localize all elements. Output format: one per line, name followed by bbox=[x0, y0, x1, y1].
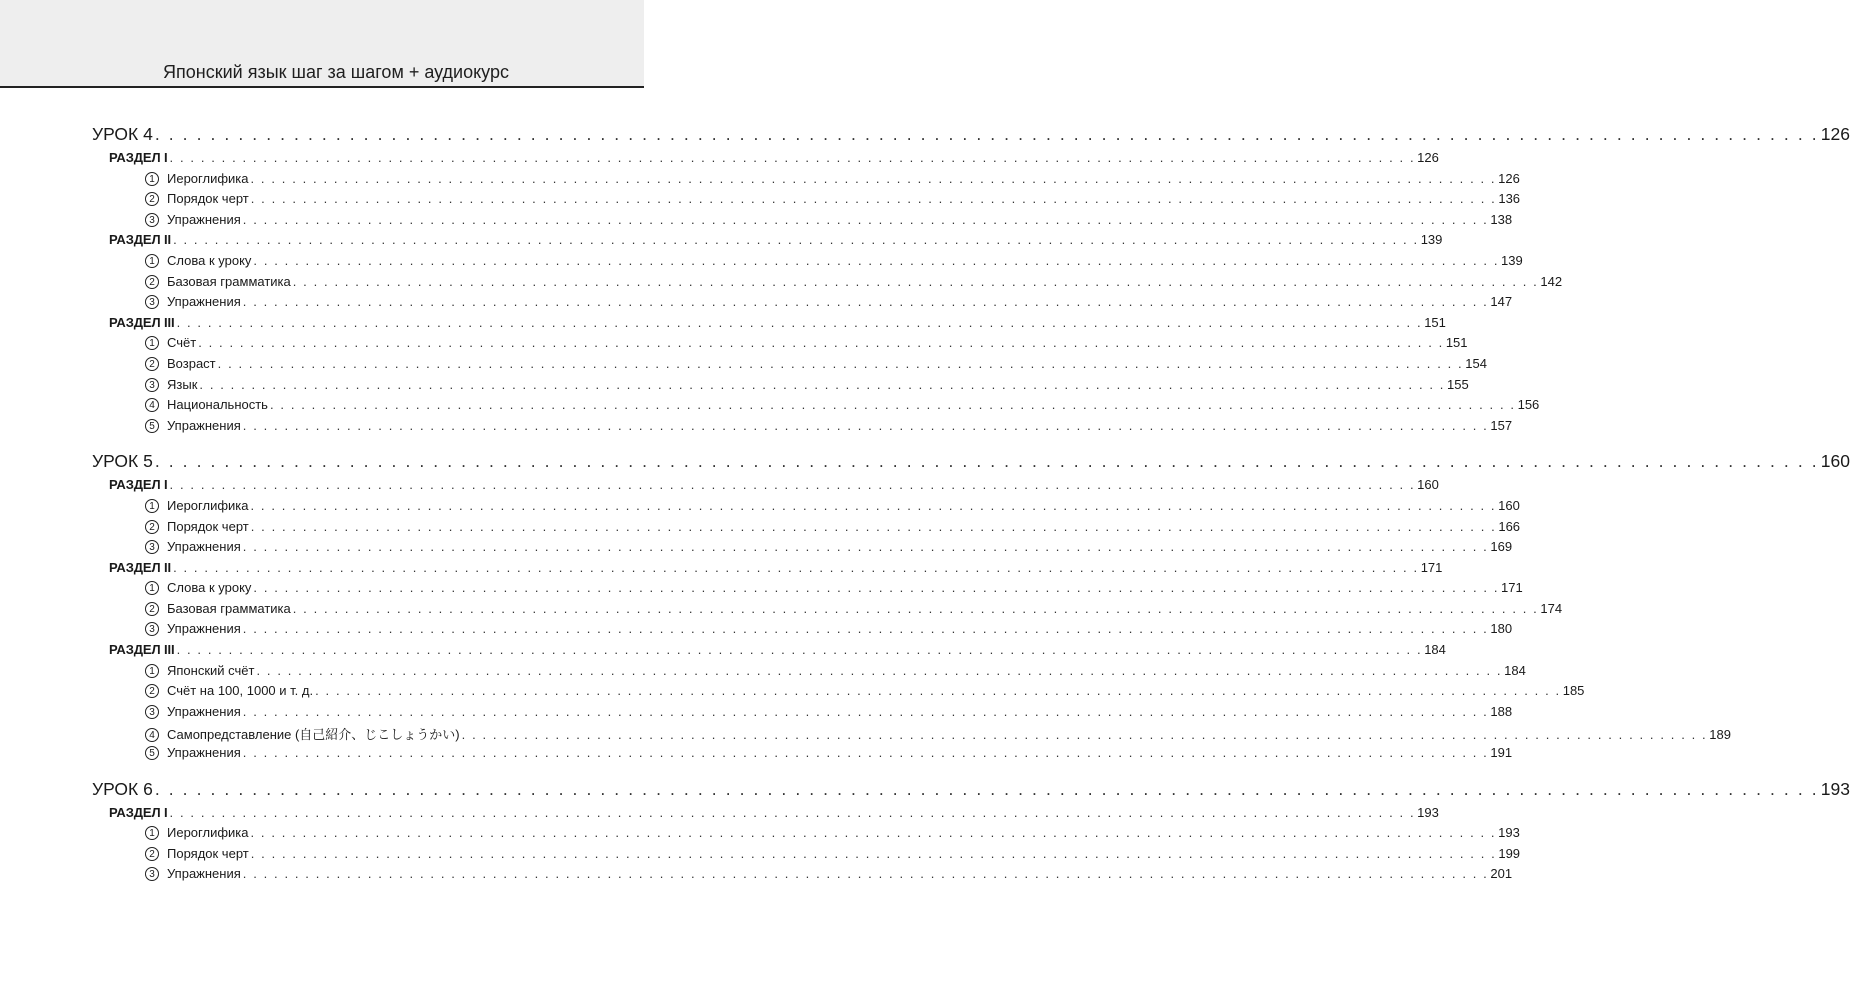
dot-leader: . . . . . . . . . . . . . . . . . . . . . . . . . . . . . . . . . . . . . . . . . . . . . . . . . . . . . . . . . . . . . . . . . . . . . . . . . . . . . . . . . . . . . . . . . . . . . . . . . . . . . . . . . . . . . . . . . . . . . . . . bbox=[176, 314, 1423, 330]
section-entry[interactable] bbox=[92, 150, 1439, 171]
item-number-badge: 2 bbox=[145, 520, 159, 534]
item-label: Слова к уроку bbox=[167, 252, 252, 268]
item-entry[interactable] bbox=[92, 417, 1513, 439]
item-label: Самопредставление (自己紹介、じこしょうかい) bbox=[167, 727, 460, 743]
item-indent bbox=[92, 825, 249, 840]
item-title bbox=[145, 745, 241, 760]
item-entry[interactable] bbox=[92, 745, 1513, 766]
section-title: РАЗДЕЛ I bbox=[109, 150, 168, 165]
item-entry[interactable] bbox=[92, 170, 1520, 192]
item-indent bbox=[92, 745, 241, 760]
item-page-number: 157 bbox=[1490, 417, 1513, 433]
dot-leader: . . . . . . . . . . . . . . . . . . . . . . . . . . . . . . . . . . . . . . . . . . . . . . . . . . . . . . . . . . . . . . . . . . . . . . . . . . . . . . . . . . . . . . . . . . . . . . . . . . . . . . . . . . . . . . . . . . . . . . . . bbox=[242, 866, 1489, 882]
page-header bbox=[0, 0, 644, 88]
section-title: РАЗДЕЛ II bbox=[109, 559, 172, 575]
section-page-number: 193 bbox=[1417, 804, 1439, 820]
item-page-number: 174 bbox=[1540, 600, 1563, 616]
item-number-badge: 3 bbox=[145, 378, 159, 392]
item-entry[interactable] bbox=[92, 600, 1563, 622]
item-title bbox=[145, 335, 196, 350]
dot-leader: . . . . . . . . . . . . . . . . . . . . . . . . . . . . . . . . . . . . . . . . . . . . . . . . . . . . . . . . . . . . . . . . . . . . . . . . . . . . . . . . . . . . . . . . . . . . . . . . . . . . . . . . . . . . . . . . . . . . . . . . bbox=[250, 170, 1497, 186]
item-indent bbox=[92, 171, 249, 186]
item-label: Упражнения bbox=[167, 417, 241, 433]
item-page-number: 142 bbox=[1540, 273, 1563, 289]
item-number-badge: 2 bbox=[145, 192, 159, 206]
item-page-number: 171 bbox=[1501, 580, 1523, 596]
item-label: Порядок черт bbox=[167, 191, 249, 207]
dot-leader: . . . . . . . . . . . . . . . . . . . . . . . . . . . . . . . . . . . . . . . . . . . . . . . . . . . . . . . . . . . . . . . . . . . . . . . . . . . . . . . . . . . . . . . . . . . . . . . . . . . . . . . . . . . . . . . . . . . . . . . . bbox=[250, 497, 1497, 513]
item-number-badge: 3 bbox=[145, 622, 159, 636]
item-indent bbox=[92, 866, 241, 881]
item-label: Иероглифика bbox=[167, 170, 249, 186]
lesson-title: УРОК 5 bbox=[92, 451, 153, 472]
item-title bbox=[145, 846, 249, 861]
section-indent bbox=[92, 232, 171, 247]
dot-leader: . . . . . . . . . . . . . . . . . . . . . . . . . . . . . . . . . . . . . . . . . . . . . . . . . . . . . . . . . . . . . . . . . . . . . . . . . . . . . . . . . . . . . . . . . . . . . . . . . . . . . . . . . . . . . . . . . . . . . . . . bbox=[169, 804, 1416, 820]
section-title: РАЗДЕЛ I bbox=[109, 804, 168, 820]
section-title: РАЗДЕЛ I bbox=[109, 477, 168, 493]
dot-leader: . . . . . . . . . . . . . . . . . . . . . . . . . . . . . . . . . . . . . . . . . . . . . . . . . . . . . . . . . . . . . . . . . . . . . . . . . . . . . . . . . . . . . . . . . . . . . . . . . . . . . . . . . . . . . . . . . . . . . . . . bbox=[198, 335, 1444, 351]
item-title bbox=[145, 171, 249, 186]
dot-leader: . . . . . . . . . . . . . . . . . . . . . . . . . . . . . . . . . . . . . . . . . . . . . . . . . . . . . . . . . . . . . . . . . . . . . . . . . . . . . . . . . . . . . . . . . . . . . . . . . . . . . . . . . . . . . . . . . . . . . . . . bbox=[169, 150, 1416, 165]
dot-leader: . . . . . . . . . . . . . . . . . . . . . . . . . . . . . . . . . . . . . . . . . . . . . . . . . . . . . . . . . . . . . . . . . . . . . . . . . . . . . . . . . . . . . . . . . . . . . . . . . . . . . . . . . . . . . . . . . . . . . . . . bbox=[176, 642, 1423, 658]
item-indent bbox=[92, 683, 313, 698]
item-number-badge: 5 bbox=[145, 746, 159, 760]
item-title bbox=[145, 704, 241, 719]
dot-leader: . . . . . . . . . . . . . . . . . . . . . . . . . . . . . . . . . . . . . . . . . . . . . . . . . . . . . . . . . . . . . . . . . . . . . . . . . . . . . . . . . . . . . . . . . . . . . . . . . . . . . . . . . . . . . . . . . . . . . . . . bbox=[315, 683, 1561, 699]
lesson-page-number: 193 bbox=[1820, 778, 1850, 799]
lesson-entry[interactable] bbox=[92, 124, 1850, 150]
item-indent bbox=[92, 663, 254, 678]
section-indent bbox=[92, 150, 168, 165]
dot-leader: . . . . . . . . . . . . . . . . . . . . . . . . . . . . . . . . . . . . . . . . . . . . . . . . . . . . . . . . . . . . . . . . . . . . . . . . . . . . . . . . . . . . . . . . . . . . . . . . . . . . . . . . . . . . . . . . . . . . . . . . bbox=[173, 559, 1419, 575]
dot-leader: . . . . . . . . . . . . . . . . . . . . . . . . . . . . . . . . . . . . . . . . . . . . . . . . . . . . . . . . . . . . . . . . . . . . . . . . . . . . . . . . . . . . . . . . . . . . . . . . . . . . . . . . . . . . . . . . . . . . . . . . bbox=[253, 580, 1500, 596]
item-number-badge: 2 bbox=[145, 602, 159, 616]
item-page-number: 191 bbox=[1490, 745, 1513, 761]
dot-leader: . . . . . . . . . . . . . . . . . . . . . . . . . . . . . . . . . . . . . . . . . . . . . . . . . . . . . . . . . . . . . . . . . . . . . . . . . . . . . . . . . . . . . . . . . . . . . . . . . . . . . . . . . . . . . . . . . . . . . . . . bbox=[154, 451, 1819, 472]
item-page-number: 180 bbox=[1490, 621, 1513, 637]
item-number-badge: 4 bbox=[145, 398, 159, 412]
dot-leader: . . . . . . . . . . . . . . . . . . . . . . . . . . . . . . . . . . . . . . . . . . . . . . . . . . . . . . . . . . . . . . . . . . . . . . . . . . . . . . . . . . . . . . . . . . . . . . . . . . . . . . . . . . . . . . . . . . . . . . . . bbox=[253, 252, 1500, 268]
item-title bbox=[145, 621, 241, 636]
item-entry[interactable] bbox=[92, 252, 1523, 274]
item-entry[interactable] bbox=[92, 211, 1513, 233]
item-entry[interactable] bbox=[92, 825, 1520, 846]
section-entry[interactable] bbox=[92, 477, 1439, 498]
item-number-badge: 3 bbox=[145, 540, 159, 554]
item-indent bbox=[92, 253, 251, 268]
item-indent bbox=[92, 191, 249, 206]
dot-leader: . . . . . . . . . . . . . . . . . . . . . . . . . . . . . . . . . . . . . . . . . . . . . . . . . . . . . . . . . . . . . . . . . . . . . . . . . . . . . . . . . . . . . . . . . . . . . . . . . . . . . . . . . . . . . . . . . . . . . . . . bbox=[269, 397, 1516, 413]
lesson-block bbox=[92, 124, 1850, 438]
item-indent bbox=[92, 621, 241, 636]
item-indent bbox=[92, 724, 460, 743]
lesson-indent bbox=[92, 124, 153, 145]
item-label: Базовая грамматика bbox=[167, 600, 291, 616]
dot-leader: . . . . . . . . . . . . . . . . . . . . . . . . . . . . . . . . . . . . . . . . . . . . . . . . . . . . . . . . . . . . . . . . . . . . . . . . . . . . . . . . . . . . . . . . . . . . . . . . . . . . . . . . . . . . . . . . . . . . . . . . bbox=[461, 727, 1708, 743]
section-indent bbox=[92, 477, 168, 492]
item-number-badge: 5 bbox=[145, 419, 159, 433]
section-page-number: 151 bbox=[1424, 314, 1446, 330]
section-entry[interactable] bbox=[92, 314, 1446, 336]
item-indent bbox=[92, 377, 197, 392]
dot-leader: . . . . . . . . . . . . . . . . . . . . . . . . . . . . . . . . . . . . . . . . . . . . . . . . . . . . . . . . . . . . . . . . . . . . . . . . . . . . . . . . . . . . . . . . . . . . . . . . . . . . . . . . . . . . . . . . . . . . . . . . bbox=[250, 845, 1497, 861]
lesson-block bbox=[92, 451, 1850, 765]
item-label: Возраст bbox=[167, 355, 216, 371]
item-number-badge: 1 bbox=[145, 826, 159, 840]
dot-leader: . . . . . . . . . . . . . . . . . . . . . . . . . . . . . . . . . . . . . . . . . . . . . . . . . . . . . . . . . . . . . . . . . . . . . . . . . . . . . . . . . . . . . . . . . . . . . . . . . . . . . . . . . . . . . . . . . . . . . . . . bbox=[256, 662, 1503, 678]
lesson-indent bbox=[92, 451, 153, 472]
dot-leader: . . . . . . . . . . . . . . . . . . . . . . . . . . . . . . . . . . . . . . . . . . . . . . . . . . . . . . . . . . . . . . . . . . . . . . . . . . . . . . . . . . . . . . . . . . . . . . . . . . . . . . . . . . . . . . . . . . . . . . . . bbox=[250, 518, 1497, 534]
item-title bbox=[145, 274, 291, 289]
section-page-number: 139 bbox=[1420, 232, 1443, 248]
item-number-badge: 1 bbox=[145, 499, 159, 513]
item-number-badge: 3 bbox=[145, 705, 159, 719]
section-indent bbox=[92, 642, 175, 657]
item-entry[interactable] bbox=[92, 191, 1521, 212]
item-indent bbox=[92, 846, 249, 861]
item-title bbox=[145, 212, 241, 227]
item-label: Слова к уроку bbox=[167, 580, 252, 596]
item-entry[interactable] bbox=[92, 397, 1540, 418]
item-number-badge: 2 bbox=[145, 847, 159, 861]
item-number-badge: 4 bbox=[145, 728, 159, 742]
item-entry[interactable] bbox=[92, 518, 1521, 540]
item-page-number: 188 bbox=[1490, 703, 1513, 719]
section-entry[interactable] bbox=[92, 232, 1443, 253]
section-page-number: 184 bbox=[1424, 642, 1446, 658]
section-title: РАЗДЕЛ II bbox=[109, 232, 172, 248]
item-entry[interactable] bbox=[92, 845, 1521, 867]
item-number-badge: 2 bbox=[145, 357, 159, 371]
item-title bbox=[145, 727, 460, 742]
item-title bbox=[145, 356, 216, 371]
item-number-badge: 2 bbox=[145, 684, 159, 698]
item-number-badge: 1 bbox=[145, 254, 159, 268]
dot-leader: . . . . . . . . . . . . . . . . . . . . . . . . . . . . . . . . . . . . . . . . . . . . . . . . . . . . . . . . . . . . . . . . . . . . . . . . . . . . . . . . . . . . . . . . . . . . . . . . . . . . . . . . . . . . . . . . . . . . . . . . bbox=[173, 232, 1419, 248]
item-entry[interactable] bbox=[92, 683, 1585, 704]
lesson-page-number: 160 bbox=[1820, 451, 1850, 472]
item-title bbox=[145, 191, 249, 206]
item-label: Язык bbox=[167, 376, 198, 392]
section-indent bbox=[92, 560, 171, 575]
item-page-number: 184 bbox=[1504, 662, 1526, 678]
item-title bbox=[145, 377, 197, 392]
item-indent bbox=[92, 418, 241, 433]
lesson-title: УРОК 6 bbox=[92, 778, 153, 799]
section-entry[interactable] bbox=[92, 642, 1446, 663]
item-entry[interactable] bbox=[92, 497, 1520, 519]
lesson-entry[interactable] bbox=[92, 778, 1850, 805]
lesson-indent bbox=[92, 779, 153, 800]
item-label: Упражнения bbox=[167, 621, 241, 637]
item-page-number: 155 bbox=[1447, 376, 1469, 392]
table-of-contents bbox=[92, 124, 1850, 900]
item-entry[interactable] bbox=[92, 376, 1469, 398]
item-title bbox=[145, 253, 251, 268]
item-title bbox=[145, 601, 291, 616]
lesson-page-number: 126 bbox=[1820, 124, 1850, 144]
item-label: Упражнения bbox=[167, 703, 241, 719]
item-label: Национальность bbox=[167, 397, 268, 413]
item-title bbox=[145, 539, 241, 554]
item-label: Порядок черт bbox=[167, 518, 249, 534]
dot-leader: . . . . . . . . . . . . . . . . . . . . . . . . . . . . . . . . . . . . . . . . . . . . . . . . . . . . . . . . . . . . . . . . . . . . . . . . . . . . . . . . . . . . . . . . . . . . . . . . . . . . . . . . . . . . . . . . . . . . . . . . bbox=[242, 745, 1489, 761]
item-title bbox=[145, 825, 249, 840]
section-entry[interactable] bbox=[92, 804, 1439, 826]
dot-leader: . . . . . . . . . . . . . . . . . . . . . . . . . . . . . . . . . . . . . . . . . . . . . . . . . . . . . . . . . . . . . . . . . . . . . . . . . . . . . . . . . . . . . . . . . . . . . . . . . . . . . . . . . . . . . . . . . . . . . . . . bbox=[242, 211, 1489, 227]
item-title bbox=[145, 663, 254, 678]
item-label: Иероглифика bbox=[167, 497, 249, 513]
item-label: Иероглифика bbox=[167, 825, 249, 841]
section-title: РАЗДЕЛ III bbox=[109, 314, 175, 330]
dot-leader: . . . . . . . . . . . . . . . . . . . . . . . . . . . . . . . . . . . . . . . . . . . . . . . . . . . . . . . . . . . . . . . . . . . . . . . . . . . . . . . . . . . . . . . . . . . . . . . . . . . . . . . . . . . . . . . . . . . . . . . . bbox=[199, 376, 1446, 392]
lesson-title: УРОК 4 bbox=[92, 124, 153, 144]
item-label: Упражнения bbox=[167, 539, 241, 555]
item-page-number: 139 bbox=[1501, 252, 1523, 268]
item-page-number: 126 bbox=[1498, 170, 1520, 186]
section-page-number: 126 bbox=[1417, 150, 1439, 165]
section-indent bbox=[92, 315, 175, 330]
item-title bbox=[145, 866, 241, 881]
dot-leader: . . . . . . . . . . . . . . . . . . . . . . . . . . . . . . . . . . . . . . . . . . . . . . . . . . . . . . . . . . . . . . . . . . . . . . . . . . . . . . . . . . . . . . . . . . . . . . . . . . . . . . . . . . . . . . . . . . . . . . . . bbox=[154, 778, 1819, 799]
item-indent bbox=[92, 294, 241, 309]
item-indent bbox=[92, 498, 249, 513]
item-indent bbox=[92, 397, 268, 412]
item-label: Упражнения bbox=[167, 866, 241, 882]
item-page-number: 156 bbox=[1517, 397, 1540, 413]
item-indent bbox=[92, 580, 251, 595]
item-label: Счёт на 100, 1000 и т. д. bbox=[167, 683, 314, 699]
item-title bbox=[145, 397, 268, 412]
item-entry[interactable] bbox=[92, 662, 1526, 684]
dot-leader: . . . . . . . . . . . . . . . . . . . . . . . . . . . . . . . . . . . . . . . . . . . . . . . . . . . . . . . . . . . . . . . . . . . . . . . . . . . . . . . . . . . . . . . . . . . . . . . . . . . . . . . . . . . . . . . . . . . . . . . . bbox=[154, 124, 1819, 144]
item-number-badge: 3 bbox=[145, 213, 159, 227]
dot-leader: . . . . . . . . . . . . . . . . . . . . . . . . . . . . . . . . . . . . . . . . . . . . . . . . . . . . . . . . . . . . . . . . . . . . . . . . . . . . . . . . . . . . . . . . . . . . . . . . . . . . . . . . . . . . . . . . . . . . . . . . bbox=[242, 539, 1489, 555]
item-page-number: 166 bbox=[1498, 518, 1521, 534]
lesson-entry[interactable] bbox=[92, 451, 1850, 477]
item-indent bbox=[92, 539, 241, 554]
section-page-number: 160 bbox=[1417, 477, 1439, 493]
item-indent bbox=[92, 335, 196, 350]
item-indent bbox=[92, 704, 241, 719]
item-label: Упражнения bbox=[167, 745, 241, 761]
section-entry[interactable] bbox=[92, 559, 1443, 581]
dot-leader: . . . . . . . . . . . . . . . . . . . . . . . . . . . . . . . . . . . . . . . . . . . . . . . . . . . . . . . . . . . . . . . . . . . . . . . . . . . . . . . . . . . . . . . . . . . . . . . . . . . . . . . . . . . . . . . . . . . . . . . . bbox=[292, 600, 1539, 616]
item-page-number: 136 bbox=[1498, 191, 1521, 207]
item-page-number: 169 bbox=[1490, 539, 1513, 555]
item-entry[interactable] bbox=[92, 335, 1468, 356]
item-number-badge: 3 bbox=[145, 867, 159, 881]
item-page-number: 185 bbox=[1562, 683, 1585, 699]
section-indent bbox=[92, 805, 168, 820]
item-title bbox=[145, 418, 241, 433]
dot-leader: . . . . . . . . . . . . . . . . . . . . . . . . . . . . . . . . . . . . . . . . . . . . . . . . . . . . . . . . . . . . . . . . . . . . . . . . . . . . . . . . . . . . . . . . . . . . . . . . . . . . . . . . . . . . . . . . . . . . . . . . bbox=[250, 191, 1497, 207]
item-title bbox=[145, 683, 313, 698]
item-page-number: 201 bbox=[1490, 866, 1513, 882]
item-number-badge: 1 bbox=[145, 172, 159, 186]
item-label: Японский счёт bbox=[167, 662, 255, 678]
item-label: Базовая грамматика bbox=[167, 273, 291, 289]
item-page-number: 189 bbox=[1709, 727, 1731, 743]
section-page-number: 171 bbox=[1420, 559, 1443, 575]
item-number-badge: 3 bbox=[145, 295, 159, 309]
item-number-badge: 2 bbox=[145, 275, 159, 289]
item-indent bbox=[92, 274, 291, 289]
item-label: Порядок черт bbox=[167, 845, 249, 861]
item-page-number: 199 bbox=[1498, 845, 1521, 861]
item-title bbox=[145, 519, 249, 534]
dot-leader: . . . . . . . . . . . . . . . . . . . . . . . . . . . . . . . . . . . . . . . . . . . . . . . . . . . . . . . . . . . . . . . . . . . . . . . . . . . . . . . . . . . . . . . . . . . . . . . . . . . . . . . . . . . . . . . . . . . . . . . . bbox=[169, 477, 1416, 493]
item-entry[interactable] bbox=[92, 580, 1523, 601]
item-page-number: 151 bbox=[1445, 335, 1468, 351]
item-page-number: 160 bbox=[1498, 497, 1520, 513]
item-page-number: 193 bbox=[1498, 825, 1520, 841]
item-entry[interactable] bbox=[92, 355, 1487, 377]
item-entry[interactable] bbox=[92, 724, 1731, 745]
item-number-badge: 1 bbox=[145, 664, 159, 678]
item-entry[interactable] bbox=[92, 866, 1513, 887]
item-indent bbox=[92, 519, 249, 534]
item-entry[interactable] bbox=[92, 294, 1513, 315]
dot-leader: . . . . . . . . . . . . . . . . . . . . . . . . . . . . . . . . . . . . . . . . . . . . . . . . . . . . . . . . . . . . . . . . . . . . . . . . . . . . . . . . . . . . . . . . . . . . . . . . . . . . . . . . . . . . . . . . . . . . . . . . bbox=[242, 294, 1489, 310]
item-title bbox=[145, 580, 251, 595]
item-entry[interactable] bbox=[92, 703, 1513, 725]
item-entry[interactable] bbox=[92, 621, 1513, 642]
item-entry[interactable] bbox=[92, 539, 1513, 560]
item-title bbox=[145, 498, 249, 513]
dot-leader: . . . . . . . . . . . . . . . . . . . . . . . . . . . . . . . . . . . . . . . . . . . . . . . . . . . . . . . . . . . . . . . . . . . . . . . . . . . . . . . . . . . . . . . . . . . . . . . . . . . . . . . . . . . . . . . . . . . . . . . . bbox=[242, 621, 1489, 637]
item-indent bbox=[92, 212, 241, 227]
book-title: Японский язык шаг за шагом + аудиокурс bbox=[163, 62, 509, 82]
dot-leader: . . . . . . . . . . . . . . . . . . . . . . . . . . . . . . . . . . . . . . . . . . . . . . . . . . . . . . . . . . . . . . . . . . . . . . . . . . . . . . . . . . . . . . . . . . . . . . . . . . . . . . . . . . . . . . . . . . . . . . . . bbox=[217, 355, 1464, 371]
dot-leader: . . . . . . . . . . . . . . . . . . . . . . . . . . . . . . . . . . . . . . . . . . . . . . . . . . . . . . . . . . . . . . . . . . . . . . . . . . . . . . . . . . . . . . . . . . . . . . . . . . . . . . . . . . . . . . . . . . . . . . . . bbox=[242, 703, 1489, 719]
dot-leader: . . . . . . . . . . . . . . . . . . . . . . . . . . . . . . . . . . . . . . . . . . . . . . . . . . . . . . . . . . . . . . . . . . . . . . . . . . . . . . . . . . . . . . . . . . . . . . . . . . . . . . . . . . . . . . . . . . . . . . . . bbox=[250, 825, 1497, 841]
item-entry[interactable] bbox=[92, 273, 1563, 295]
item-label: Счёт bbox=[167, 335, 197, 351]
section-title: РАЗДЕЛ III bbox=[109, 642, 175, 658]
item-page-number: 147 bbox=[1490, 294, 1513, 310]
item-number-badge: 1 bbox=[145, 581, 159, 595]
lesson-block bbox=[92, 778, 1850, 887]
dot-leader: . . . . . . . . . . . . . . . . . . . . . . . . . . . . . . . . . . . . . . . . . . . . . . . . . . . . . . . . . . . . . . . . . . . . . . . . . . . . . . . . . . . . . . . . . . . . . . . . . . . . . . . . . . . . . . . . . . . . . . . . bbox=[292, 273, 1539, 289]
item-label: Упражнения bbox=[167, 211, 241, 227]
item-page-number: 138 bbox=[1490, 211, 1513, 227]
item-indent bbox=[92, 601, 291, 616]
item-label: Упражнения bbox=[167, 294, 241, 310]
dot-leader: . . . . . . . . . . . . . . . . . . . . . . . . . . . . . . . . . . . . . . . . . . . . . . . . . . . . . . . . . . . . . . . . . . . . . . . . . . . . . . . . . . . . . . . . . . . . . . . . . . . . . . . . . . . . . . . . . . . . . . . . bbox=[242, 417, 1489, 433]
item-number-badge: 1 bbox=[145, 336, 159, 350]
item-title bbox=[145, 294, 241, 309]
item-page-number: 154 bbox=[1465, 355, 1487, 371]
item-indent bbox=[92, 356, 216, 371]
